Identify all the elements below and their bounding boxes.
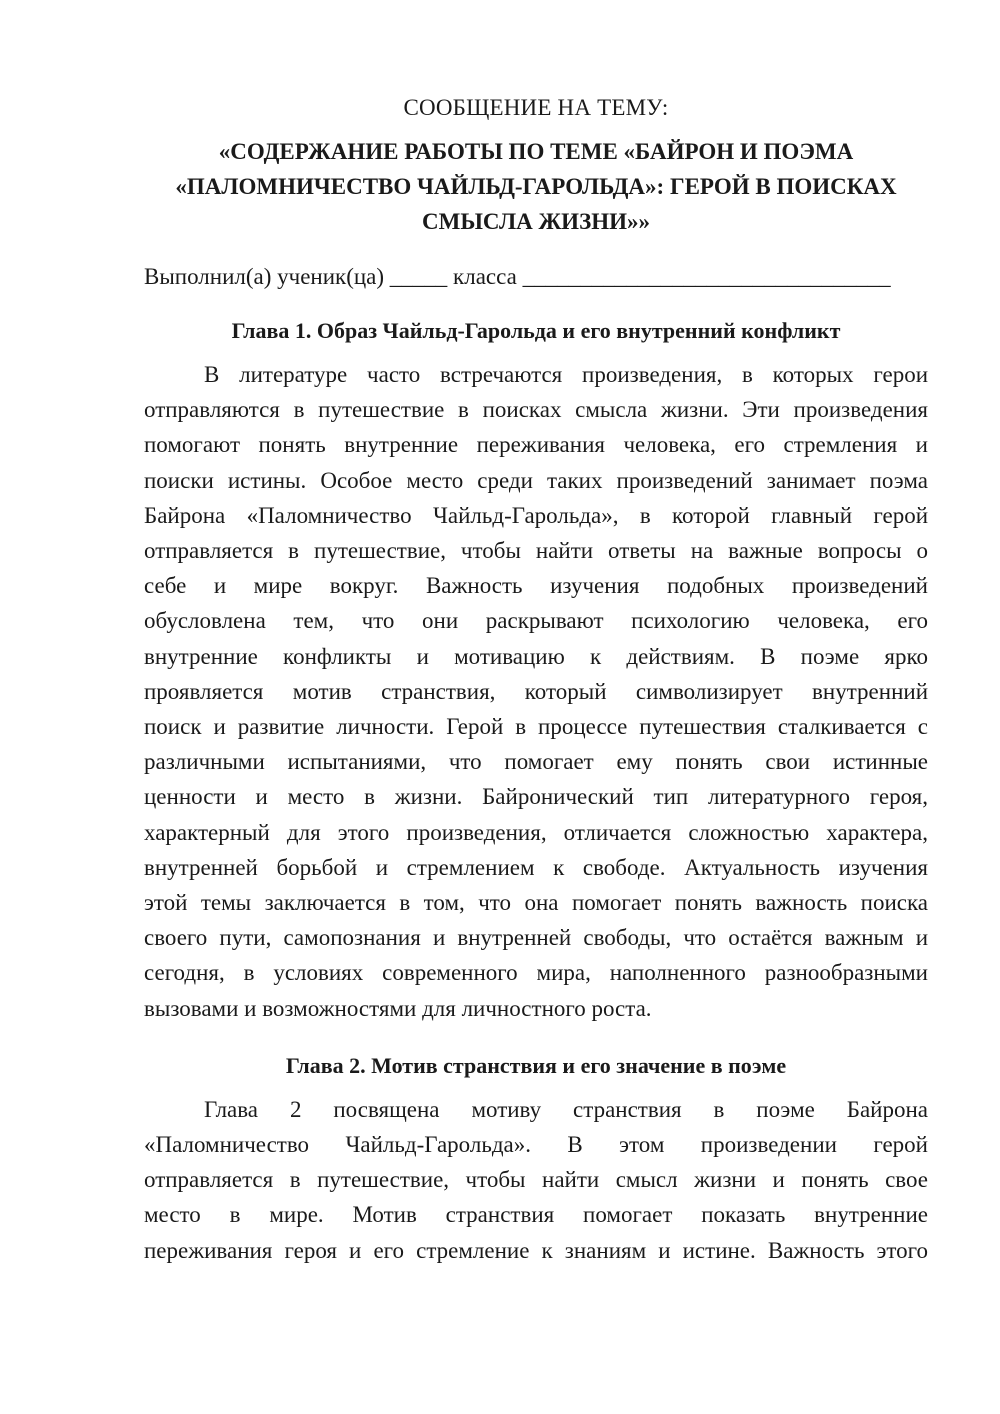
text-line: поиски истины. Особое место среди таких произведений занимает поэма: [144, 467, 928, 493]
text-line: своего пути, самопознания и внутренней свободы, что остаётся важным и: [144, 925, 928, 951]
text-line: проявляется мотив странствия, который символизирует внутренний: [144, 678, 928, 704]
document-title-line: «ПАЛОМНИЧЕСТВО ЧАЙЛЬД-ГАРОЛЬДА»: ГЕРОЙ В ПОИСКАХ: [175, 174, 897, 199]
document-kicker: СООБЩЕНИЕ НА ТЕМУ:: [403, 95, 669, 120]
chapter-1-paragraph: [144, 357, 928, 1026]
document-title-line: СМЫСЛА ЖИЗНИ»»: [422, 209, 650, 234]
text-line: характерный для этого произведения, отличается сложностью характера,: [144, 819, 928, 845]
text-line: вызовами и возможностями для личностного роста.: [144, 995, 652, 1021]
text-line: Байрона «Паломничество Чайльд-Гарольда», в которой главный герой: [144, 502, 928, 528]
text-line: этой темы заключается в том, что она помогает понять важность поиска: [144, 890, 928, 916]
text-line: помогают понять внутренние переживания человека, его стремления и: [144, 432, 928, 458]
text-line: различными испытаниями, что помогает ему понять свои истинные: [144, 749, 928, 775]
text-line: отправляется в путешествие, чтобы найти смысл жизни и понять свое: [144, 1167, 928, 1193]
text-line: отправляется в путешествие, чтобы найти ответы на важные вопросы о: [144, 538, 928, 564]
text-line: место в мире. Мотив странствия помогает показать внутренние: [144, 1202, 928, 1228]
text-line: поиск и развитие личности. Герой в процессе путешествия сталкивается с: [144, 714, 928, 740]
author-byline: Выполнил(а) ученик(ца) _____ класса ________________________________: [144, 264, 891, 289]
chapter-1-heading: Глава 1. Образ Чайльд-Гарольда и его внутренний конфликт: [231, 318, 841, 343]
text-line: «Паломничество Чайльд-Гарольда». В этом произведении герой: [144, 1132, 928, 1158]
text-line: обусловлена тем, что они раскрывают психологию человека, его: [144, 608, 928, 634]
text-line: Глава 2 посвящена мотиву странствия в поэме Байрона: [204, 1096, 928, 1122]
document-title: [144, 134, 928, 239]
text-line: отправляются в путешествие в поисках смысла жизни. Эти произведения: [144, 397, 928, 423]
text-line: внутренней борьбой и стремлением к свободе. Актуальность изучения: [144, 854, 928, 880]
document-title-line: «СОДЕРЖАНИЕ РАБОТЫ ПО ТЕМЕ «БАЙРОН И ПОЭМА: [218, 139, 854, 164]
chapter-2-paragraph: [144, 1092, 928, 1268]
chapter-2-heading: Глава 2. Мотив странствия и его значение в поэме: [285, 1052, 787, 1078]
text-line: себе и мире вокруг. Важность изучения подобных произведений: [144, 573, 928, 599]
text-line: переживания героя и его стремление к знаниям и истине. Важность этого: [144, 1237, 928, 1263]
text-line: внутренние конфликты и мотивацию к действиям. В поэме ярко: [144, 643, 928, 669]
text-line: ценности и место в жизни. Байронический тип литературного героя,: [144, 784, 928, 810]
text-line: В литературе часто встречаются произведения, в которых герои: [204, 362, 928, 387]
text-line: сегодня, в условиях современного мира, наполненного разнообразными: [144, 960, 928, 986]
